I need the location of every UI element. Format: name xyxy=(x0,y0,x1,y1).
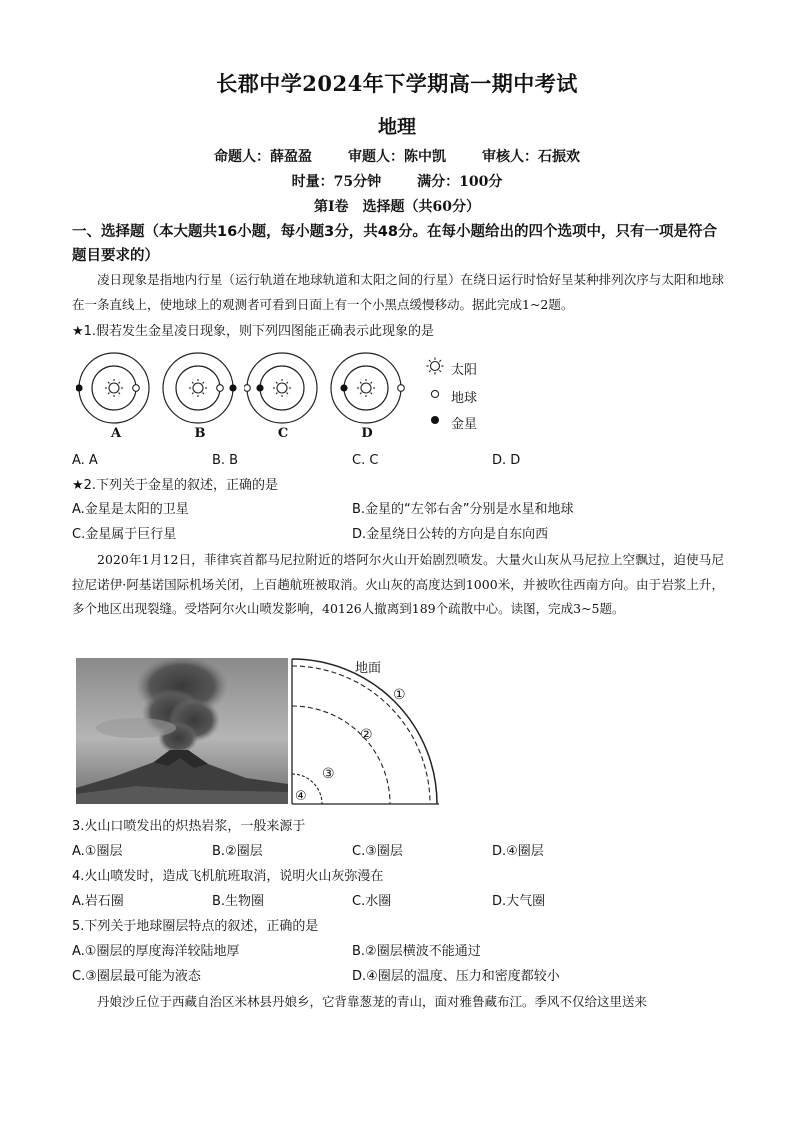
earth-icon xyxy=(425,384,445,404)
q2-option-d[interactable]: D.金星绕日公转的方向是自东向西 xyxy=(352,527,549,542)
venus-icon xyxy=(340,384,347,391)
legend-sun xyxy=(425,356,477,380)
legend-venus xyxy=(425,410,477,434)
exam-time-info xyxy=(0,171,794,191)
q5-option-c[interactable]: C.③圈层最可能为液态 xyxy=(72,969,201,984)
sun-icon xyxy=(189,379,207,397)
setter-credit: 命题人：薛盈盈 xyxy=(214,149,312,165)
q3-option-a[interactable]: A.①圈层 xyxy=(72,844,123,859)
venus-icon xyxy=(229,384,236,391)
passage-volcano: 2020年1月12日，菲律宾首都马尼拉附近的塔阿尔火山开始剧烈喷发。大量火山灰从马尼拉上空飘过，迫使马尼拉尼诺伊·阿基诺国际机场关闭，上百趟航班被取消。火山灰的高度达到1000米，并被吹往西南方向。由于岩浆上升，多个地区出现裂缝。受塔阿尔火山喷发影响，40126人撤离到189个疏散中心。读图，完成3~5题。 xyxy=(72,552,724,616)
exam-credits xyxy=(0,146,794,166)
section-heading: 一、选择题（本大题共16小题，每小题3分，共48分。在每小题给出的四个选项中，只有一项是符合题目要求的） xyxy=(72,224,717,264)
exam-subject: 地理 xyxy=(377,116,416,138)
question-3-stem: 3.火山口喷发出的炽热岩浆，一般来源于 xyxy=(72,819,306,834)
layer-2-label: ② xyxy=(360,727,373,743)
reviewer-credit: 审题人：陈中凯 xyxy=(348,149,446,165)
q2-option-b[interactable]: B.金星的“左邻右舍”分别是水星和地球 xyxy=(352,502,574,517)
volcano-photo xyxy=(76,658,288,804)
question-2-stem: ★2.下列关于金星的叙述，正确的是 xyxy=(72,478,279,493)
diagram-b-label: B xyxy=(194,426,206,441)
layer-3-label: ③ xyxy=(322,766,335,782)
volcano-eruption-image xyxy=(76,658,288,804)
venus-icon xyxy=(76,384,83,391)
volume-heading: 第Ⅰ卷 选择题（共60分） xyxy=(313,199,481,215)
q3-option-b[interactable]: B.②圈层 xyxy=(212,844,263,859)
layer-2-boundary xyxy=(292,706,390,804)
layer-1-label: ① xyxy=(393,687,406,703)
diagram-c-label: C xyxy=(277,426,289,441)
passage-transit: 凌日现象是指地内行星（运行轨道在地球轨道和太阳之间的行星）在绕日运行时恰好呈某种排列次序与太阳和地球在一条直线上，使地球上的观测者可看到日面上有一个小黑点缓慢移动。据此完成1~2题。 xyxy=(72,272,724,312)
full-score: 满分：100分 xyxy=(417,174,503,190)
q1-option-a[interactable]: A. A xyxy=(72,453,98,468)
q4-option-c[interactable]: C.水圈 xyxy=(352,894,392,909)
q3-option-d[interactable]: D.④圈层 xyxy=(492,844,544,859)
earth-icon xyxy=(133,385,140,392)
ground-label: 地面 xyxy=(355,661,382,676)
diagram-a xyxy=(76,352,156,428)
earth-icon xyxy=(398,385,405,392)
sun-icon xyxy=(273,379,291,397)
exam-title: 长郡中学2024年下学期高一期中考试 xyxy=(216,71,578,96)
q4-option-a[interactable]: A.岩石圈 xyxy=(72,894,124,909)
sun-icon xyxy=(105,379,123,397)
legend-earth-label: 地球 xyxy=(451,390,478,406)
question-1-stem: ★1.假若发生金星凌日现象，则下列四图能正确表示此现象的是 xyxy=(72,324,435,339)
venus-icon xyxy=(256,384,263,391)
q4-option-b[interactable]: B.生物圈 xyxy=(212,894,265,909)
passage-dunes: 丹娘沙丘位于西藏自治区米林县丹娘乡，它背靠葱茏的青山，面对雅鲁藏布江。季风不仅给这里送来 xyxy=(97,994,648,1009)
diagram-c xyxy=(244,352,324,428)
q2-option-c[interactable]: C.金星属于巨行星 xyxy=(72,527,177,542)
q3-option-c[interactable]: C.③圈层 xyxy=(352,844,403,859)
earth-icon xyxy=(244,385,250,392)
diagram-d-label: D xyxy=(361,426,373,441)
venus-icon xyxy=(425,410,445,430)
time-limit: 时量：75分钟 xyxy=(291,174,382,190)
earth-icon xyxy=(217,385,224,392)
q1-option-b[interactable]: B. B xyxy=(212,453,239,468)
q1-option-c[interactable]: C. C xyxy=(352,453,379,468)
sun-icon xyxy=(425,356,445,376)
diagram-a-label: A xyxy=(110,426,122,441)
q5-option-a[interactable]: A.①圈层的厚度海洋较陆地厚 xyxy=(72,944,240,959)
earth-layers-diagram xyxy=(291,658,441,806)
q5-option-b[interactable]: B.②圈层横波不能通过 xyxy=(352,944,481,959)
q2-option-a[interactable]: A.金星是太阳的卫星 xyxy=(72,502,189,517)
legend-sun-label: 太阳 xyxy=(451,362,478,378)
question-4-stem: 4.火山喷发时，造成飞机航班取消，说明火山灰弥漫在 xyxy=(72,869,384,884)
q5-option-d[interactable]: D.④圈层的温度、压力和密度都较小 xyxy=(352,969,560,984)
legend-earth xyxy=(425,384,477,408)
question-5-stem: 5.下列关于地球圈层特点的叙述，正确的是 xyxy=(72,919,319,934)
diagram-b xyxy=(160,352,240,428)
q1-option-d[interactable]: D. D xyxy=(492,453,521,468)
sun-icon xyxy=(357,379,375,397)
q4-option-d[interactable]: D.大气圈 xyxy=(492,894,546,909)
layer-4-label: ④ xyxy=(295,789,307,804)
diagram-d xyxy=(328,352,408,428)
legend-venus-label: 金星 xyxy=(451,416,478,432)
checker-credit: 审核人：石振欢 xyxy=(482,149,580,165)
